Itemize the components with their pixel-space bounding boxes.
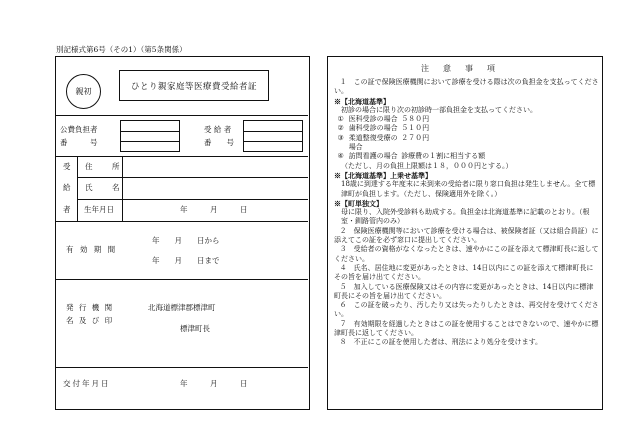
notice-line: ７ 有効期限を経過したときはこの証を使用することはできないので、速やかに標津町長に返してください。: [334, 319, 599, 338]
row-divider: [56, 279, 308, 280]
column-divider: [77, 156, 78, 221]
recipient-number-label-1: 受 給 者: [204, 125, 232, 134]
row-divider: [56, 156, 308, 157]
recipient-number-field: [243, 120, 303, 152]
issuer-municipality: 北海道標津郡標津町: [148, 303, 216, 312]
recipient-group-label-3: 者: [63, 205, 71, 214]
notice-line: ８ 不正にこの証を使用した者は、刑法により処分を受けます。: [339, 338, 543, 347]
notice-fee-amount: ５８０円: [401, 115, 430, 124]
notice-fee-label: 歯科受診の場合: [348, 124, 398, 133]
notice-fee-label: 柔道整復受療の場合: [348, 133, 398, 152]
address-label: 住 所: [85, 162, 126, 171]
issue-date-label: 交付年月日: [63, 379, 111, 388]
validity-label: 有 効 期 間: [66, 245, 118, 254]
notice-fee-item: [334, 152, 599, 161]
row-divider: [77, 199, 308, 200]
validity-from: 年 月 日から: [152, 236, 220, 245]
notice-heading: ※【町単独文】: [334, 198, 383, 208]
notice-line: 18歳に到達する年度末に未到来の受給者に限り窓口負担は発生しません。全て標津町が負担します。（ただし、保険適用外を除く。）: [341, 180, 596, 198]
row-divider: [77, 177, 308, 178]
notice-fee-amount: ２７０円: [401, 133, 430, 142]
notice-line: 母に限り、入院外受診料も助成する。負担金は北海道基準に記載のとおり。（根室・釧路管内のみ）: [341, 208, 590, 226]
issuer-mayor: 標津町長: [180, 324, 210, 333]
notice-line: ３ 受給者の資格がなくなったときは、速やかにこの証を添えて標津町長に返してください。: [334, 245, 599, 263]
payer-number-label-1: 公費負担者: [60, 125, 98, 134]
notice-fee-amount: ５１０円: [401, 124, 430, 133]
notice-line: ５ 加入している医療保険又はその内容に変更があったときは、14日以内に標津町長にその旨を届け出てください。: [334, 282, 594, 300]
row-divider: [56, 221, 308, 222]
name-label: 氏 名: [85, 183, 126, 192]
notice-fee-label: 訪問看護の場合: [348, 152, 398, 161]
notice-fee-label: 医科受診の場合: [348, 115, 398, 124]
notice-heading: ※【北海道基準】: [334, 96, 390, 106]
payer-number-field: [120, 120, 180, 152]
row-divider: [56, 115, 308, 116]
notice-title: 注意事項: [421, 64, 509, 73]
notice-line: ４ 氏名、居住地に変更があったときは、14日以内にこの証を添えて標津町長にその旨を届け出てください。: [334, 263, 594, 282]
recipient-number-label-2: 番 号: [204, 138, 234, 147]
notice-line: （ただし、月の負担上限額は１８，０００円とする。）: [341, 161, 513, 170]
notice-list: [334, 78, 599, 348]
issuer-label-2: 名 及 び 印: [66, 316, 114, 325]
notice-panel: [327, 56, 603, 410]
notice-fee-item: [334, 134, 599, 153]
initial-stamp: 親初: [66, 74, 101, 109]
notice-line: 初診の場合に限り次の初診時一部負担金を支払ってください。: [341, 105, 537, 114]
notice-line: ６ この証を破ったり、汚したり又は失ったりしたときは、再交付を受けてください。: [334, 301, 599, 319]
issue-date-value: 年 月 日: [180, 379, 248, 388]
notice-fee-n: ③: [337, 133, 344, 142]
validity-to: 年 月 日まで: [152, 256, 220, 265]
notice-line: ２ 保険医療機関等において診療を受ける場合は、被保険者証（又は組合員証）に添えてこの証を必ず窓口に提出してください。: [334, 226, 599, 245]
notice-fee-n: ①: [337, 115, 344, 124]
birthdate-label: 生年月日: [84, 205, 114, 214]
notice-fee-n: ②: [337, 124, 344, 133]
notice-line: １ この証で保険医療機関において診療を受ける際は次の負担金を支払ってください。: [334, 78, 599, 96]
birthdate-value: 年 月 日: [180, 205, 248, 214]
recipient-card: [55, 56, 310, 410]
notice-fee-n: ④: [337, 152, 344, 161]
form-reference: 別記様式第6号（その1）（第5条関係）: [56, 45, 187, 54]
notice-fee-item: [334, 124, 599, 133]
notice-heading: ※【北海道基準】上乗せ基準】: [334, 170, 432, 180]
card-title: ひとり親家庭等医療費受給者証: [119, 70, 269, 101]
recipient-group-label-1: 受: [63, 162, 71, 171]
recipient-group-label-2: 給: [63, 183, 71, 192]
notice-fee-amount: 診療費の１割に相当する額: [401, 152, 486, 161]
issuer-label-1: 発 行 機 関: [66, 303, 114, 312]
payer-number-label-2: 番 号: [60, 138, 98, 147]
row-divider: [56, 367, 308, 368]
